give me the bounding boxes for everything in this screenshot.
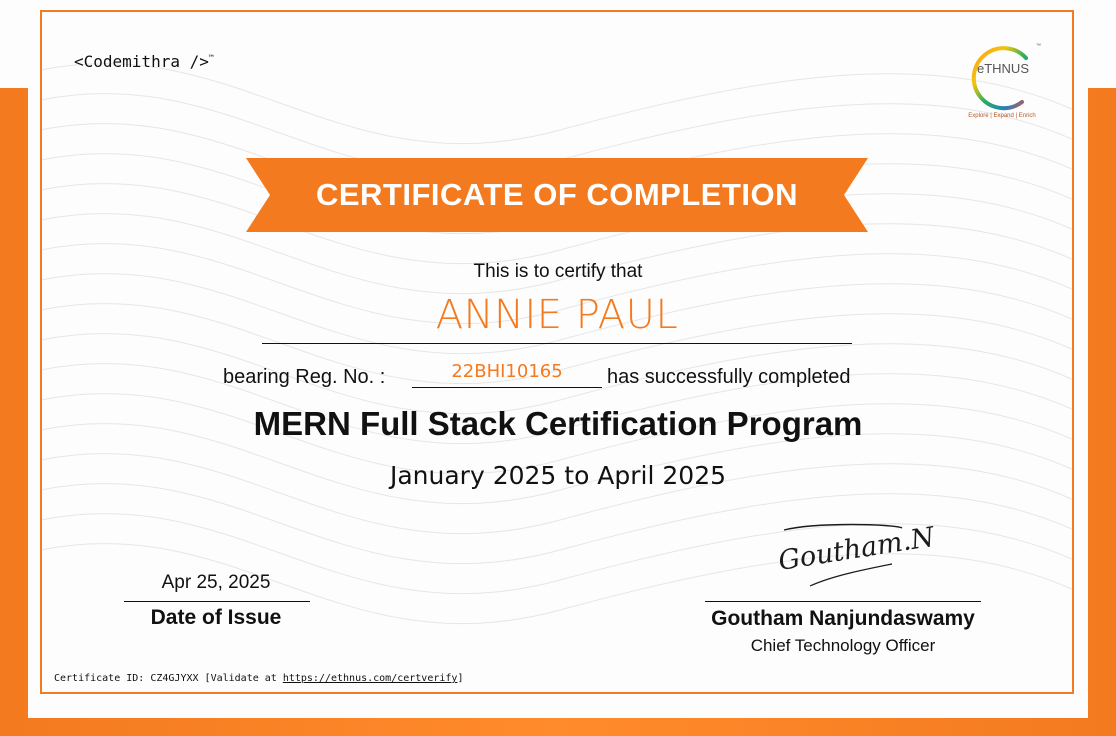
certificate-id-line (54, 673, 463, 684)
issue-date-line (124, 601, 310, 602)
signatory-name: Goutham Nanjundaswamy (711, 607, 975, 630)
signature-line (705, 601, 981, 602)
signatory-title: Chief Technology Officer (750, 636, 936, 655)
cert-id-value: CZ4GJYXX (150, 673, 199, 684)
validate-prefix: [Validate at (204, 673, 277, 684)
validate-link[interactable]: https://ethnus.com/certverify (282, 673, 458, 684)
intro-text: This is to certify that (473, 261, 643, 282)
program-title: MERN Full Stack Certification Program (253, 405, 863, 442)
logo-tagline: Explore | Expand | Enrich (968, 113, 1036, 119)
signature-script: Goutham.N (776, 521, 937, 577)
reg-underline (412, 387, 602, 388)
issue-date-label: Date of Issue (150, 606, 282, 629)
completion-text: has successfully completed (607, 366, 851, 388)
certificate-title: CERTIFICATE OF COMPLETION (315, 177, 799, 212)
brand-codemithra: <Codemithra />™ (74, 52, 214, 71)
logo-wordmark: eTHNUS (976, 61, 1030, 76)
program-period: January 2025 to April 2025 (389, 461, 727, 490)
cert-id-label: Certificate ID: (54, 673, 145, 684)
signature (776, 521, 937, 590)
logo-trademark: ™ (1036, 43, 1041, 49)
reg-number: 22BHI10165 (451, 361, 563, 382)
ethnus-logo (962, 36, 1044, 124)
name-underline (262, 343, 852, 344)
recipient-name: ANNIE PAUL (435, 292, 679, 338)
reg-label: bearing Reg. No. : (223, 366, 386, 388)
issue-date: Apr 25, 2025 (161, 572, 271, 593)
validate-suffix: ] (457, 673, 464, 684)
